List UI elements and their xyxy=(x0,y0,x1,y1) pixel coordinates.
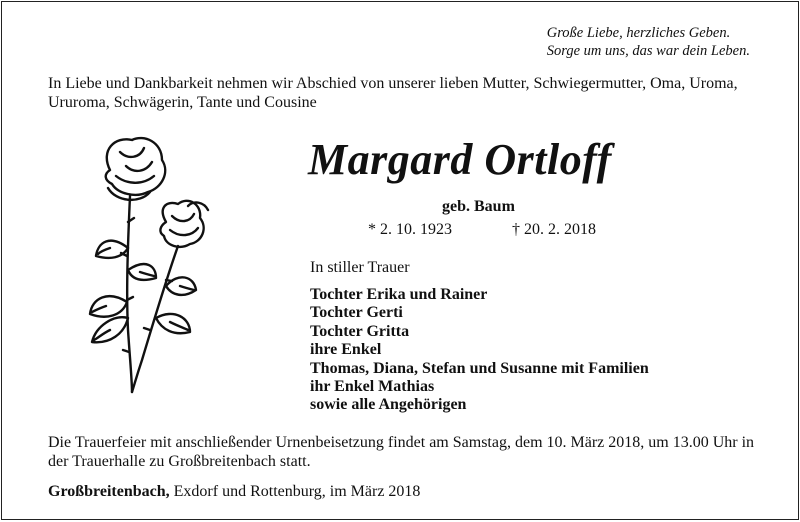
memorial-verse xyxy=(547,24,750,60)
mourner-entry: ihr Enkel Mathias xyxy=(310,378,435,396)
birth-date: * 2. 10. 1923 xyxy=(368,221,452,238)
signoff-place: Großbreitenbach, xyxy=(48,483,170,500)
mourner-entry: Thomas, Diana, Stefan und Susanne mit Familien xyxy=(310,359,649,377)
mourner-entry: Tochter Gerti xyxy=(310,304,403,322)
mourning-line: In stiller Trauer xyxy=(310,259,410,276)
deceased-name: Margard Ortloff xyxy=(308,135,612,184)
verse-line-1: Große Liebe, herzliches Geben. xyxy=(546,25,731,41)
rose-icon xyxy=(70,130,230,398)
mourner-entry: Tochter Erika und Rainer xyxy=(310,286,488,303)
maiden-name: geb. Baum xyxy=(442,198,515,215)
mourner-entry: ihre Enkel xyxy=(310,341,382,359)
farewell-intro: In Liebe und Dankbarkeit nehmen wir Abschied von unserer lieben Mutter, Schwiegermutter, Oma, Uroma, Ururoma, Schwägerin, Tante und Cousine xyxy=(48,75,738,111)
verse-line-2: Sorge um uns, das war dein Leben. xyxy=(546,43,750,59)
place-and-date xyxy=(48,483,420,501)
mourners-list xyxy=(310,286,649,415)
funeral-details: Die Trauerfeier mit anschließender Urnenbeisetzung findet am Samstag, dem 10. März 2018, um 13.00 Uhr in der Trauerhalle zu Großbreitenbach statt. xyxy=(48,434,755,470)
mourner-entry: Tochter Gritta xyxy=(310,322,410,340)
mourner-entry: sowie alle Angehörigen xyxy=(310,396,467,414)
signoff-rest: Exdorf und Rottenburg, im März 2018 xyxy=(169,483,421,500)
death-date: † 20. 2. 2018 xyxy=(512,221,596,238)
obituary-notice xyxy=(1,1,799,520)
